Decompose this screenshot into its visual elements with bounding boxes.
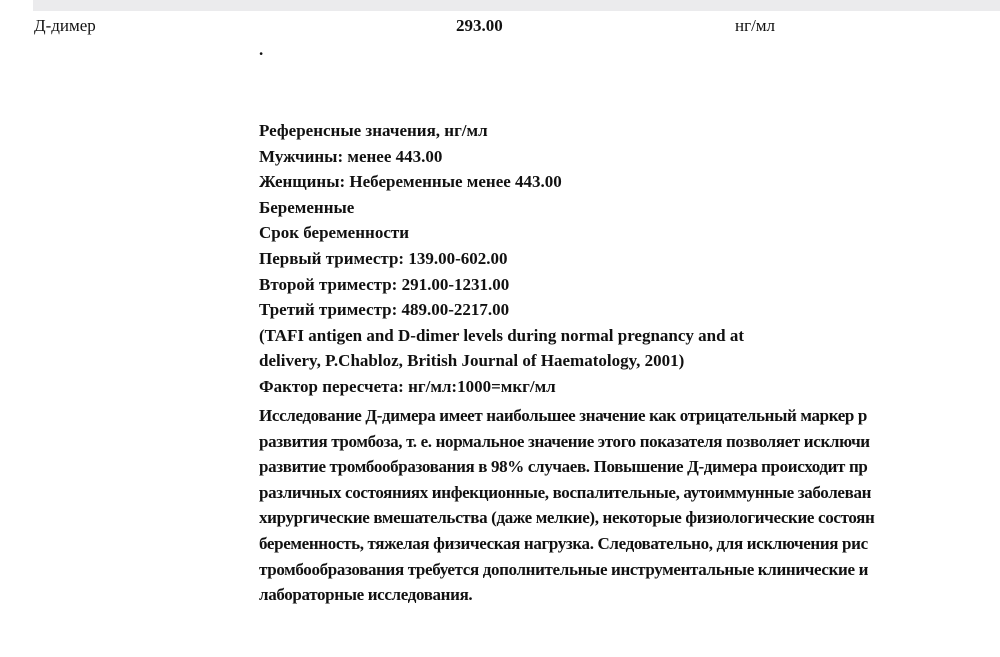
description-line: различных состояниях инфекционные, воспалительные, аутоиммунные заболеван [259, 482, 872, 502]
description-line: развитие тромбообразования в 98% случаев. Повышение Д-димера происходит пр [259, 457, 868, 477]
test-name: Д-димер [34, 16, 96, 35]
reference-term-heading: Срок беременности [259, 223, 410, 243]
reference-pregnant-heading: Беременные [259, 197, 355, 217]
reference-trimester-1: Первый триместр: 139.00-602.00 [259, 248, 508, 268]
reference-values-block [259, 118, 1000, 400]
reference-heading: Референсные значения, нг/мл [259, 121, 488, 140]
description-line: Исследование Д-димера имеет наибольшее значение как отрицательный маркер р [259, 406, 868, 425]
conversion-factor: Фактор пересчета: нг/мл:1000=мкг/мл [259, 376, 556, 396]
table-header-bar [33, 0, 1000, 11]
reference-trimester-2: Второй триместр: 291.00-1231.00 [259, 274, 510, 294]
test-value: 293.00 [456, 16, 503, 35]
result-row [0, 14, 1000, 40]
reference-trimester-3: Третий триместр: 489.00-2217.00 [259, 300, 510, 320]
description-paragraph [259, 403, 1000, 608]
description-line: развития тромбоза, т. е. нормальное значение этого показателя позволяет исключи [259, 431, 870, 451]
reference-women-nonpregnant: Женщины: Небеременные менее 443.00 [259, 172, 562, 192]
description-line: тромбообразования требуется дополнительные инструментальные клинические и [259, 559, 869, 579]
reference-men: Мужчины: менее 443.00 [259, 146, 443, 166]
reference-citation-line-1: (TAFI antigen and D-dimer levels during normal pregnancy and at [259, 325, 745, 345]
reference-citation-line-2: delivery, P.Chabloz, British Journal of Haematology, 2001) [259, 351, 685, 371]
bullet-marker: . [259, 40, 264, 59]
description-line: беременность, тяжелая физическая нагрузка. Следовательно, для исключения рис [259, 533, 868, 553]
description-line: лабораторные исследования. [259, 585, 473, 605]
description-line: хирургические вмешательства (даже мелкие), некоторые физиологические состоян [259, 508, 875, 528]
test-unit: нг/мл [735, 16, 776, 35]
